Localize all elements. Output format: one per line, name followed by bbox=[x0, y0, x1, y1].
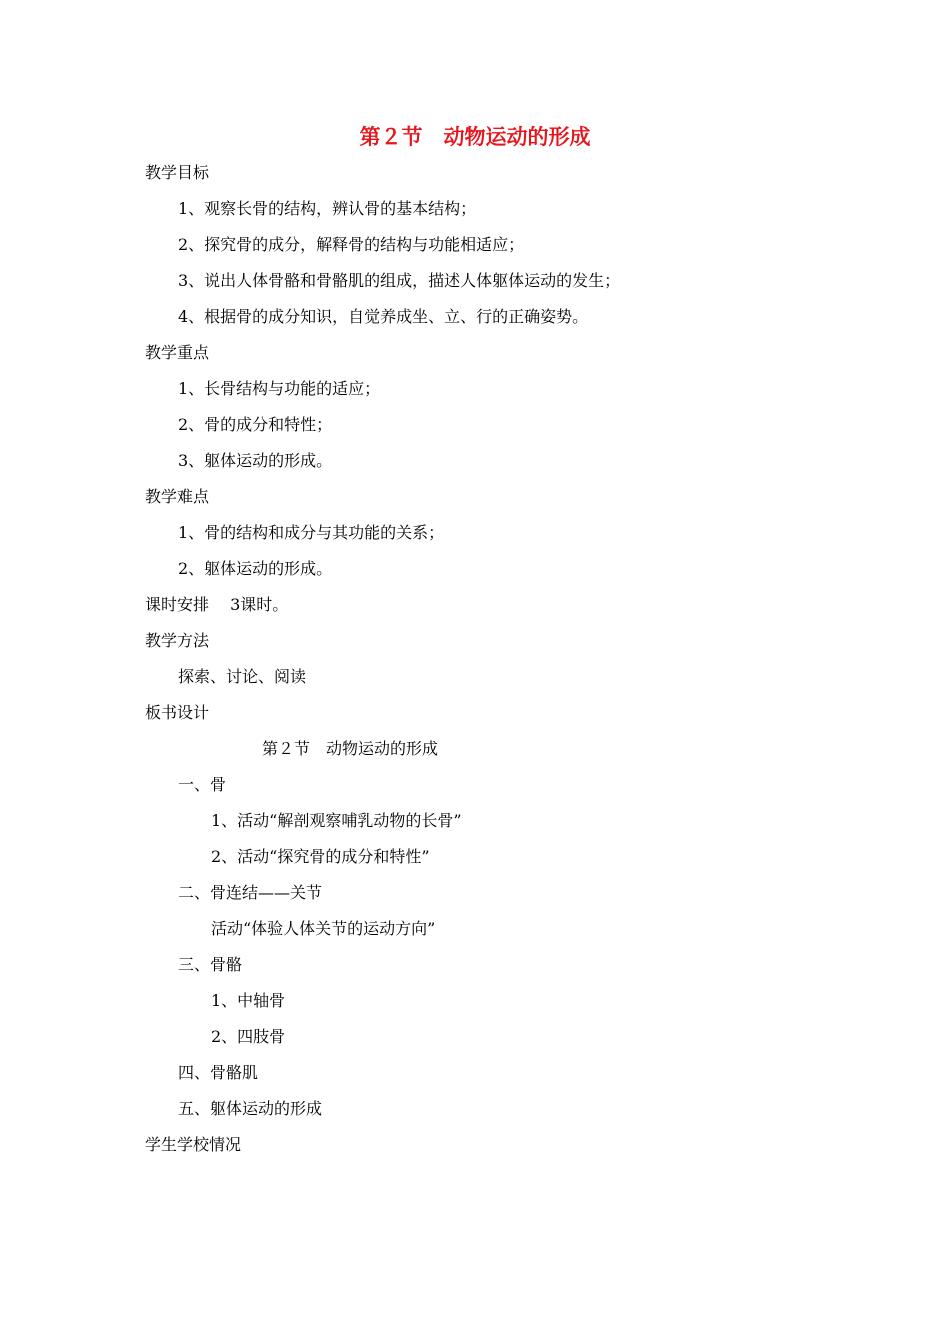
difficulties-heading: 教学难点 bbox=[145, 487, 210, 506]
objectives-heading: 教学目标 bbox=[145, 163, 210, 182]
objective-item: 2、探究骨的成分，解释骨的结构与功能相适应； bbox=[178, 235, 525, 254]
objective-item: 3、说出人体骨骼和骨骼肌的组成，描述人体躯体运动的发生； bbox=[178, 271, 621, 290]
board-section: 五、躯体运动的形成 bbox=[178, 1099, 323, 1118]
objective-item: 1、观察长骨的结构，辨认骨的基本结构； bbox=[178, 199, 477, 218]
board-section: 一、骨 bbox=[178, 775, 227, 794]
key-points-heading: 教学重点 bbox=[145, 343, 210, 362]
methods-text: 探索、讨论、阅读 bbox=[178, 667, 307, 686]
board-subtitle: 第２节 动物运动的形成 bbox=[262, 739, 439, 758]
difficulty-item: 2、躯体运动的形成。 bbox=[178, 559, 333, 578]
board-subitem: 1、活动“解剖观察哺乳动物的长骨” bbox=[211, 811, 462, 830]
difficulty-item: 1、骨的结构和成分与其功能的关系； bbox=[178, 523, 445, 542]
schedule-line: 课时安排 3课时。 bbox=[145, 595, 289, 614]
board-heading: 板书设计 bbox=[145, 703, 210, 722]
board-subitem: 2、四肢骨 bbox=[211, 1027, 286, 1046]
key-point-item: 3、躯体运动的形成。 bbox=[178, 451, 333, 470]
board-subitem: 活动“体验人体关节的运动方向” bbox=[211, 919, 436, 938]
methods-heading: 教学方法 bbox=[145, 631, 210, 650]
objective-item: 4、根据骨的成分知识，自觉养成坐、立、行的正确姿势。 bbox=[178, 307, 589, 326]
board-subitem: 1、中轴骨 bbox=[211, 991, 286, 1010]
key-point-item: 1、长骨结构与功能的适应； bbox=[178, 379, 381, 398]
board-section: 二、骨连结——关节 bbox=[178, 883, 323, 902]
board-section: 三、骨骼 bbox=[178, 955, 243, 974]
student-info-heading: 学生学校情况 bbox=[145, 1135, 242, 1154]
key-point-item: 2、骨的成分和特性； bbox=[178, 415, 333, 434]
board-section: 四、骨骼肌 bbox=[178, 1063, 259, 1082]
board-subitem: 2、活动“探究骨的成分和特性” bbox=[211, 847, 430, 866]
page-title: 第２节 动物运动的形成 bbox=[359, 125, 591, 149]
